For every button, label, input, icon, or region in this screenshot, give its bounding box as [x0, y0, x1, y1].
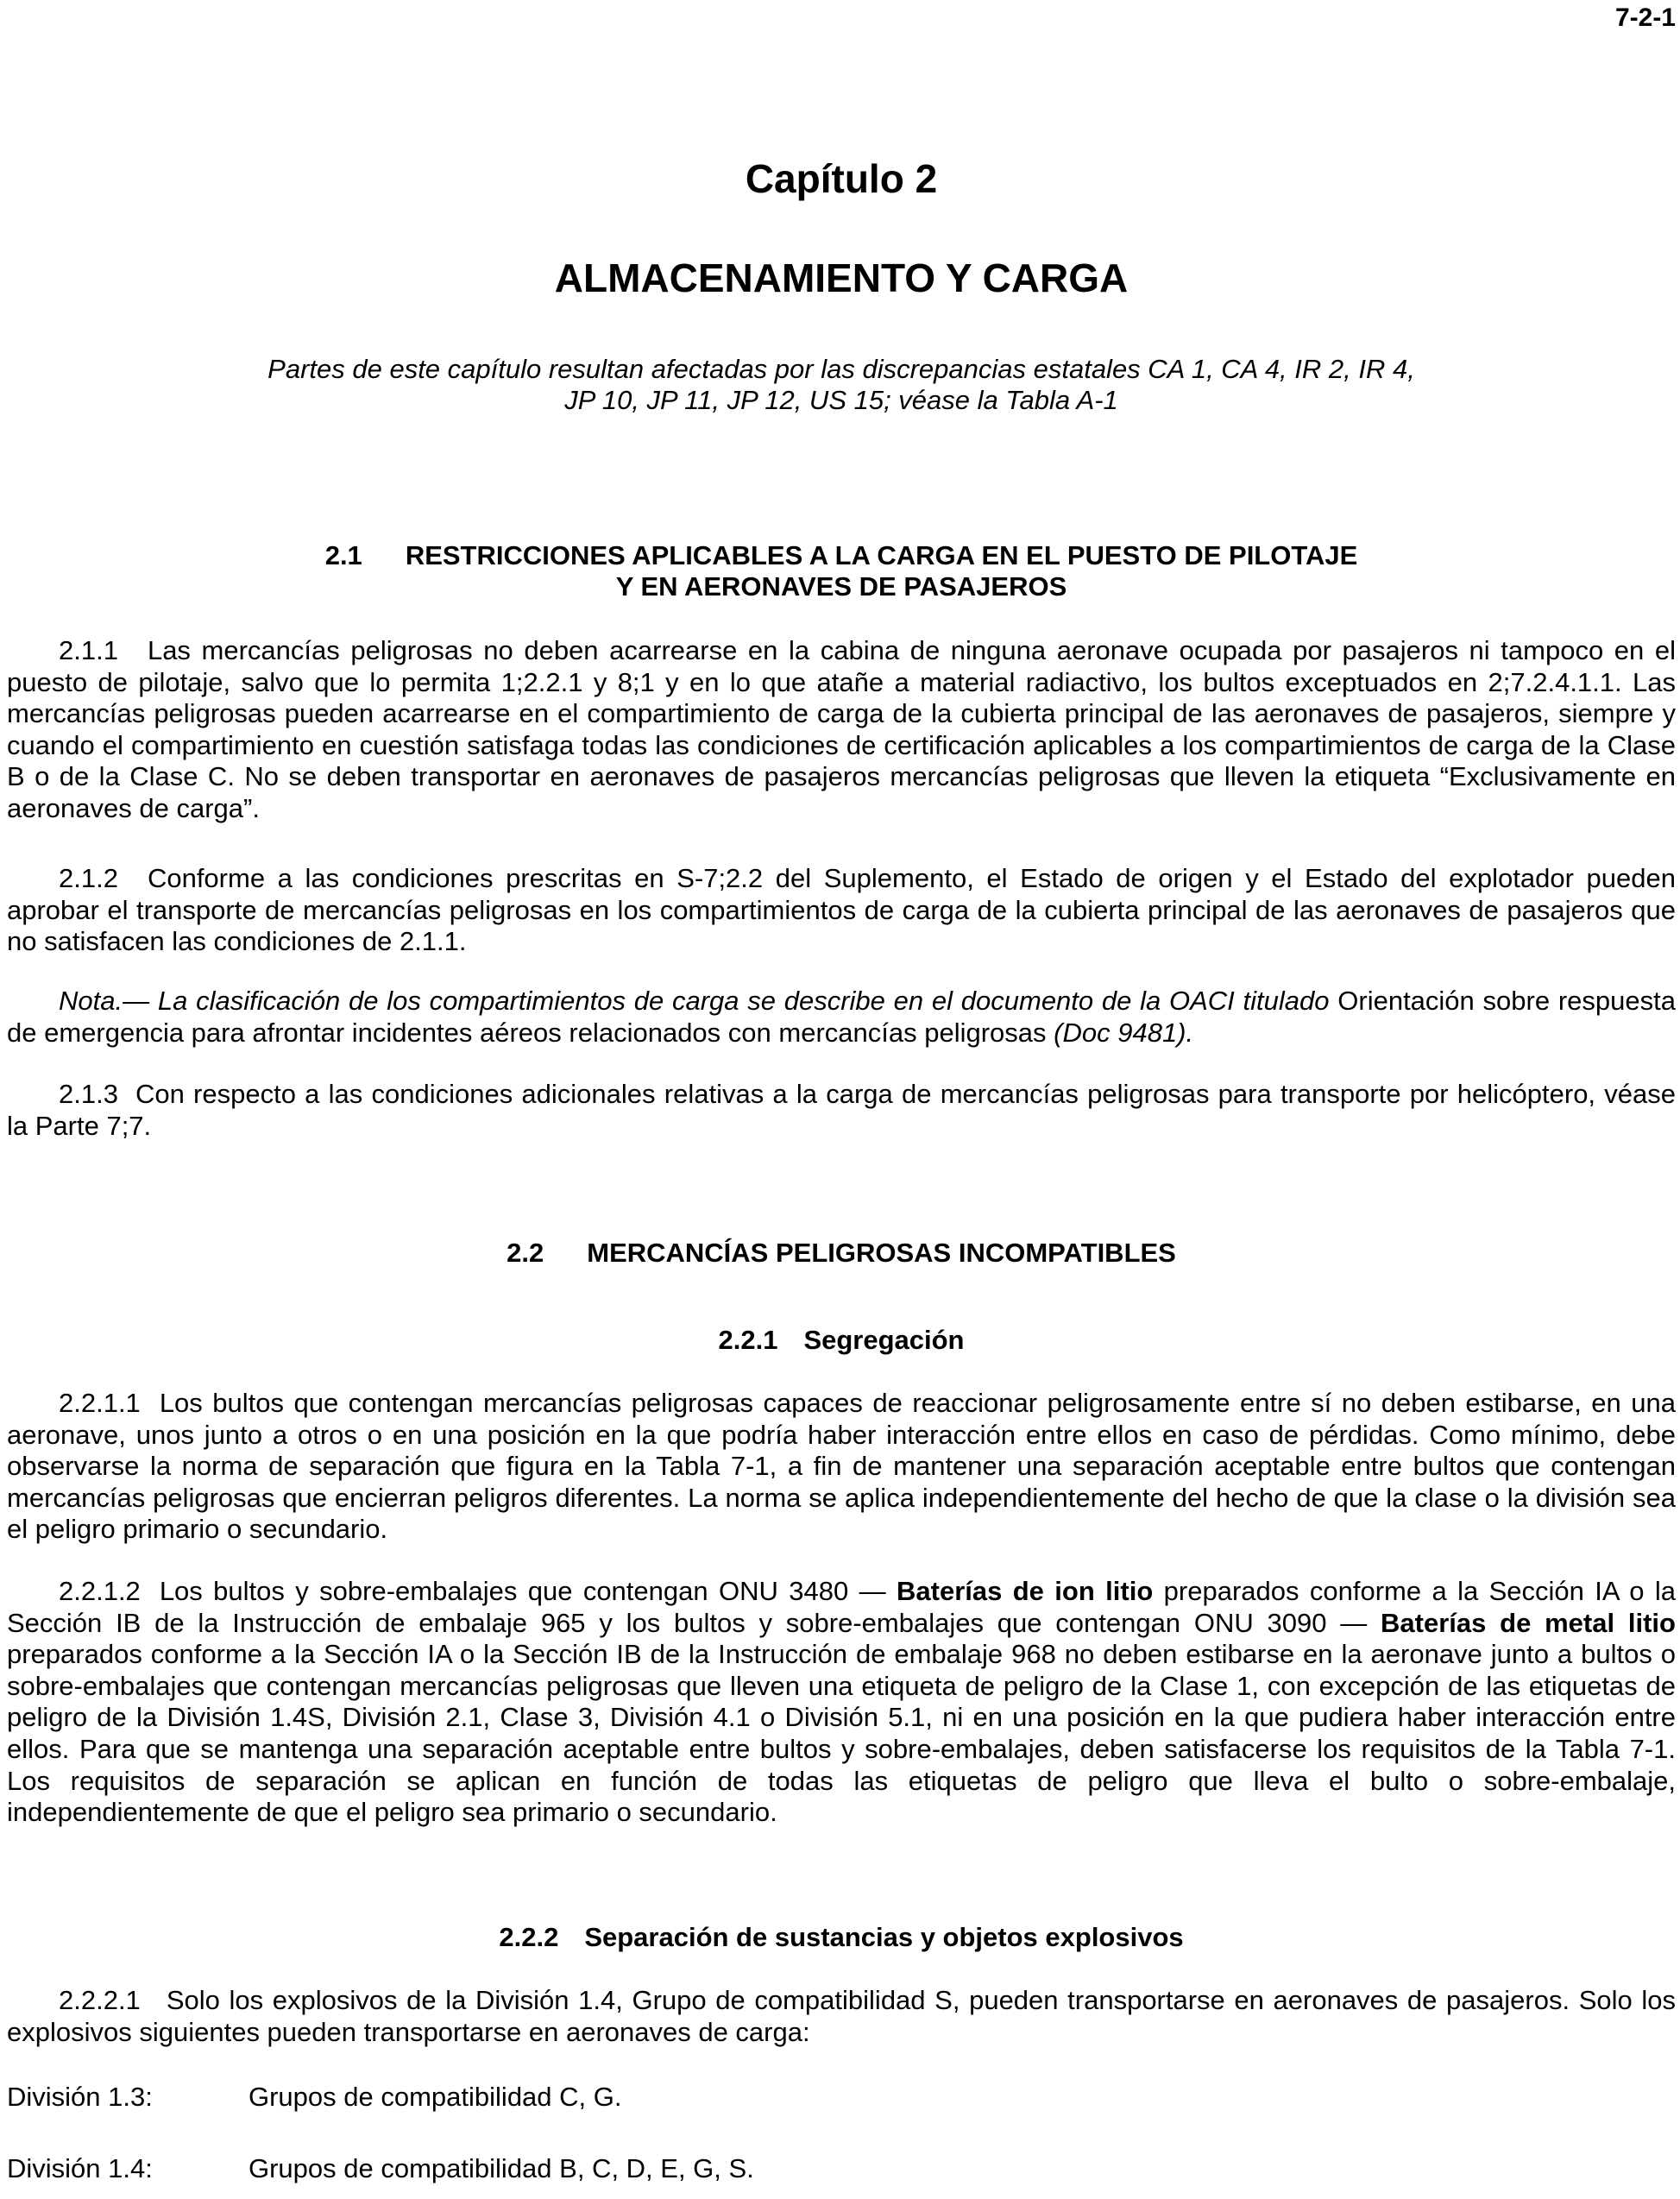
paragraph-number: 2.1.1: [59, 635, 118, 665]
bold-term-lithium-metal: Baterías de metal litio: [1381, 1607, 1676, 1638]
discrepancy-line-1: Partes de este capítulo resultan afectadas por las discrepancias estatales CA 1, CA 4, IR 2, IR 4,: [267, 354, 1415, 384]
paragraph-text: Las mercancías peligrosas no deben acarrearse en la cabina de ninguna aeronave ocupada por pasajeros ni tampoco en el puesto de pilotaje, salvo que lo permita 1;2.2.1 y 8;1 y en lo que atañe a material radiactivo, los bultos exceptuados en 2;7.2.4.1.1. Las mercancías peligrosas pueden acarrearse en el compartimiento de carga de la cubierta principal de las aeronaves de pasajeros, siempre y cuando el compartimiento en cuestión satisfaga todas las condiciones de certificación aplicables a los compartimientos de carga de la Clase B o de la Clase C. No se deben transportar en aeronaves de pasajeros mercancías peligrosas que lleven la etiqueta “Exclusivamente en aeronaves de carga”.: [7, 635, 1676, 823]
chapter-title: Capítulo 2: [745, 156, 938, 201]
subsection-title: Segregación: [803, 1325, 965, 1355]
subsection-title: Separación de sustancias y objetos explosivos: [584, 1922, 1184, 1952]
paragraph-2-1-1: [7, 635, 1676, 825]
note-text: La clasificación de los compartimientos de carga se describe en el documento de la OACI titulado: [157, 986, 1330, 1016]
paragraph-number: 2.2.2.1: [59, 1985, 141, 2015]
paragraph-text-2: preparados conforme a la Sección IA o la Sección IB de la Instrucción de embalaje 965 y los bultos y sobre-embalajes que contengan ONU 3090 —: [7, 1576, 1676, 1638]
subsection-number: 2.2.1: [718, 1325, 778, 1355]
note-document-reference: (Doc 9481).: [1054, 1017, 1194, 1048]
chapter-subtitle: ALMACENAMIENTO Y CARGA: [554, 255, 1129, 300]
paragraph-number: 2.2.1.2: [59, 1576, 141, 1606]
paragraph-text-1: Los bultos y sobre-embalajes que contengan ONU 3480 —: [159, 1576, 886, 1606]
section-number: 2.1: [324, 540, 362, 570]
document-page: [7, 0, 1676, 2199]
paragraph-2-2-1-1: [7, 1388, 1676, 1546]
section-title-line-2: Y EN AERONAVES DE PASAJEROS: [615, 571, 1067, 602]
note-paragraph: [7, 986, 1676, 1049]
section-number: 2.2: [507, 1238, 544, 1268]
paragraph-text: Los bultos que contengan mercancías peligrosas capaces de reaccionar peligrosamente entre sí no deben estibarse, en una aeronave, unos junto a otros o en una posición en la que podría haber interacción entre ellos en caso de pérdidas. Como mínimo, debe observarse la norma de separación que figura en la Tabla 7-1, a fin de mantener una separación aceptable entre bultos que contengan mercancías peligrosas que encierran peligros diferentes. La norma se aplica independientemente del hecho de que la clase o la división sea el peligro primario o secundario.: [7, 1388, 1676, 1545]
paragraph-text: Conforme a las condiciones prescritas en S-7;2.2 del Suplemento, el Estado de origen y el Estado del explotador pueden aprobar el transporte de mercancías peligrosas en los compartimientos de carga de la cubierta principal de las aeronaves de pasajeros que no satisfacen las condiciones de 2.1.1.: [7, 863, 1676, 957]
discrepancy-note: [7, 354, 1676, 416]
section-title: MERCANCÍAS PELIGROSAS INCOMPATIBLES: [587, 1238, 1176, 1268]
note-document-title: Orientación sobre respuesta de emergencia para afrontar incidentes aéreos relacionados con mercancías peligrosas: [7, 986, 1676, 1048]
paragraph-number: 2.1.3: [59, 1079, 118, 1109]
paragraph-text-3: preparados conforme a la Sección IA o la Sección IB de la Instrucción de embalaje 968 no deben estibarse en la aeronave junto a bultos o sobre-embalajes que contengan mercancías peligrosas que lleven una etiqueta de peligro de la Clase 1, con excepción de las etiquetas de peligro de la División 1.4S, División 2.1, Clase 3, División 4.1 o División 5.1, ni en una posición en la que pudiera haber interacción entre ellos. Para que se mantenga una separación aceptable entre bultos y sobre-embalajes, deben satisfacerse los requisitos de la Tabla 7-1. Los requisitos de separación se aplican en función de todas las etiquetas de peligro que lleva el bulto o sobre-embalaje, independientemente de que el peligro sea primario o secundario.: [7, 1639, 1676, 1828]
paragraph-number: 2.2.1.1: [59, 1388, 141, 1418]
division-label: División 1.4:: [7, 2153, 153, 2183]
division-label: División 1.3:: [7, 2082, 153, 2112]
paragraph-2-2-1-2: [7, 1576, 1676, 1829]
division-row: [7, 2153, 754, 2184]
discrepancy-line-2: JP 10, JP 11, JP 12, US 15; véase la Tabla A-1: [564, 385, 1118, 415]
subsection-heading-2-2-2: [7, 1922, 1676, 1953]
subsection-heading-2-2-1: [7, 1325, 1676, 1356]
section-heading-2-2: [7, 1238, 1676, 1269]
page-number: 7-2-1: [1614, 3, 1676, 32]
section-heading-2-1: [7, 540, 1676, 602]
paragraph-number: 2.1.2: [59, 863, 118, 893]
bold-term-lithium-ion: Baterías de ion litio: [897, 1576, 1154, 1606]
paragraph-2-2-2-1: [7, 1985, 1676, 2048]
paragraph-text: Solo los explosivos de la División 1.4, Grupo de compatibilidad S, pueden transportarse en aeronaves de pasajeros. Solo los explosivos siguientes pueden transportarse en aeronaves de carga:: [7, 1985, 1676, 2047]
paragraph-text: Con respecto a las condiciones adicionales relativas a la carga de mercancías peligrosas para transporte por helicóptero, véase la Parte 7;7.: [7, 1079, 1676, 1141]
subsection-number: 2.2.2: [499, 1922, 559, 1952]
division-row: [7, 2082, 622, 2113]
paragraph-2-1-2: [7, 863, 1676, 958]
paragraph-2-1-3: [7, 1079, 1676, 1142]
note-label: Nota.—: [59, 986, 150, 1016]
division-groups: Grupos de compatibilidad B, C, D, E, G, S.: [249, 2153, 754, 2183]
section-title-line-1: RESTRICCIONES APLICABLES A LA CARGA EN EL PUESTO DE PILOTAJE: [405, 540, 1358, 570]
division-groups: Grupos de compatibilidad C, G.: [249, 2082, 622, 2112]
